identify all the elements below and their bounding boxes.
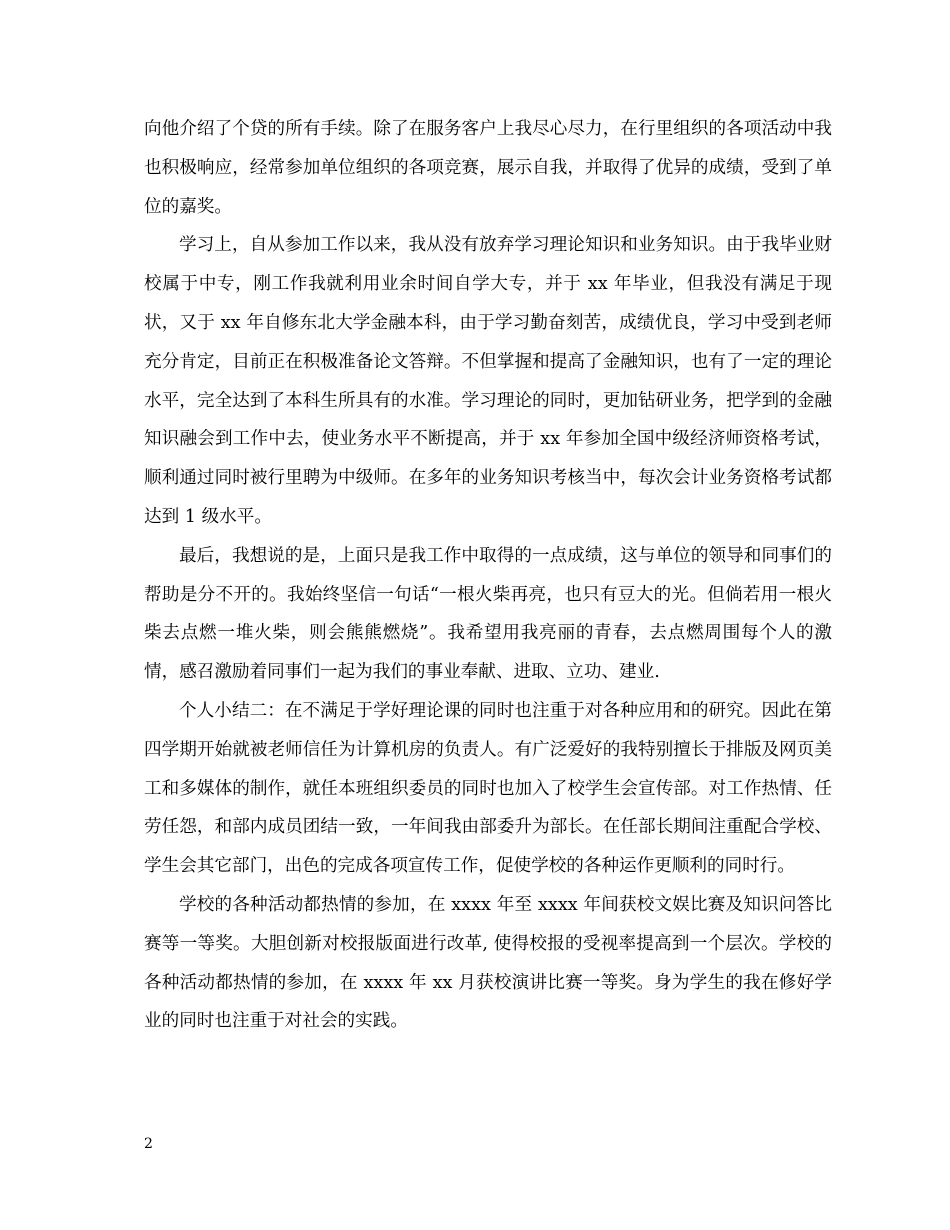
body-text xyxy=(144,110,832,1041)
paragraph-3: 最后，我想说的是，上面只是我工作中取得的一点成绩，这与单位的领导和同事们的帮助是分不开的。我始终坚信一句话“一根火柴再亮，也只有豆大的光。但倘若用一根火柴去点燃一堆火柴，则会熊熊燃烧”。我希望用我亮丽的青春，去点燃周围每个人的激情，感召激励着同事们一起为我们的事业奉献、进取、立功、建业. xyxy=(144,545,832,683)
paragraph-1: 向他介绍了个贷的所有手续。除了在服务客户上我尽心尽力，在行里组织的各项活动中我也积极响应，经常参加单位组织的各项竞赛，展示自我，并取得了优异的成绩，受到了单位的嘉奖。 xyxy=(144,119,832,217)
paragraph-4: 个人小结二：在不满足于学好理论课的同时也注重于对各种应用和的研究。因此在第四学期开始就被老师信任为计算机房的负责人。有广泛爱好的我特别擅长于排版及网页美工和多媒体的制作，就任本班组织委员的同时也加入了校学生会宣传部。对工作热情、任劳任怨，和部内成员团结一致，一年间我由部委升为部长。在任部长期间注重配合学校、学生会其它部门，出色的完成各项宣传工作，促使学校的各种运作更顺利的同时行。 xyxy=(144,700,832,877)
paragraph-5: 学校的各种活动都热情的参加，在 xxxx 年至 xxxx 年间获校文娱比赛及知识问答比赛等一等奖。大胆创新对校报版面进行改革, 使得校报的受视率提高到一个层次。学校的各种活动都热情的参加，在 xxxx 年 xx 月获校演讲比赛一等奖。身为学生的我在修好学业的同时也注重于对社会的实践。 xyxy=(144,894,832,1032)
page-number: 2 xyxy=(144,1136,153,1152)
paragraph-2: 学习上，自从参加工作以来，我从没有放弃学习理论知识和业务知识。由于我毕业财校属于中专，刚工作我就利用业余时间自学大专，并于 xx 年毕业，但我没有满足于现状，又于 xx 年自修东北大学金融本科，由于学习勤奋刻苦，成绩优良，学习中受到老师充分肯定，目前正在积极准备论文答辩。不但掌握和提高了金融知识，也有了一定的理论水平，完全达到了本科生所具有的水准。学习理论的同时，更加钻研业务，把学到的金融知识融会到工作中去，使业务水平不断提高，并于 xx 年参加全国中级经济师资格考试，顺利通过同时被行里聘为中级师。在多年的业务知识考核当中，每次会计业务资格考试都达到 1 级水平。 xyxy=(144,235,832,527)
